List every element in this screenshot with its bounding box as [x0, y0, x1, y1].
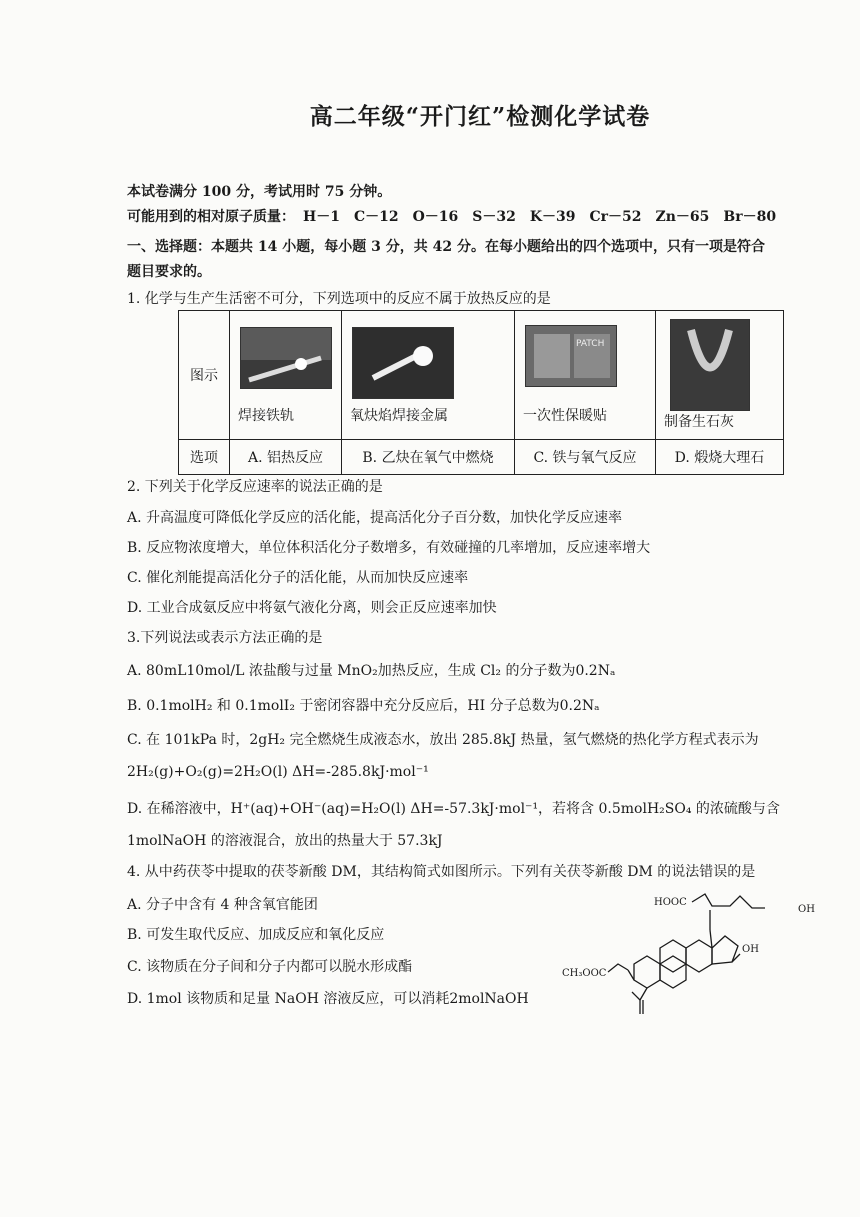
question-4-option-c: C. 该物质在分子间和分子内都可以脱水形成酯 — [127, 959, 413, 975]
welding-rail-photo — [240, 327, 332, 389]
figure-cell-a — [230, 311, 342, 440]
exam-info: 本试卷满分 100 分，考试用时 75 分钟。 — [127, 184, 392, 200]
label-oh-top: OH — [798, 904, 815, 915]
question-3-option-d-cont: 1molNaOH 的溶液混合，放出的热量大于 57.3kJ — [127, 833, 443, 849]
option-a: A. 铝热反应 — [230, 440, 342, 475]
question-3-stem: 3.下列说法或表示方法正确的是 — [127, 630, 323, 646]
page-title: 高二年级“开门红”检测化学试卷 — [309, 103, 651, 130]
figure-cell-b — [342, 311, 515, 440]
question-3-option-c: C. 在 101kPa 时，2gH₂ 完全燃烧生成液态水，放出 285.8kJ 热量，氢气燃烧的热化学方程式表示为 — [127, 732, 759, 748]
svg-text:PATCH: PATCH — [576, 339, 605, 349]
option-c: C. 铁与氧气反应 — [515, 440, 656, 475]
table-header-option: 选项 — [179, 440, 230, 475]
section-heading-line1: 一、选择题：本题共 14 小题，每小题 3 分，共 42 分。在每小题给出的四个选项中，只有一项是符合 — [127, 239, 765, 255]
question-2-option-c: C. 催化剂能提高活化分子的活化能，从而加快反应速率 — [127, 570, 469, 586]
section-heading-line2: 题目要求的。 — [127, 264, 211, 280]
atomic-mass-values: H－1 C－12 O－16 S－32 K－39 Cr－52 Zn－65 Br－80 — [303, 209, 777, 225]
question-4-stem: 4. 从中药茯苓中提取的茯苓新酸 DM，其结构简式如图所示。下列有关茯苓新酸 DM 的说法错误的是 — [127, 864, 756, 880]
atomic-mass-line — [127, 208, 776, 226]
figure-caption-b: 氧炔焰焊接金属 — [350, 408, 448, 424]
option-d: D. 煅烧大理石 — [656, 440, 784, 475]
question-2-option-d: D. 工业合成氨反应中将氨气液化分离，则会正反应速率加快 — [127, 600, 497, 616]
option-b: B. 乙炔在氧气中燃烧 — [342, 440, 515, 475]
question-3-option-d: D. 在稀溶液中，H⁺(aq)+OH⁻(aq)=H₂O(l) ΔH=-57.3kJ·mol⁻¹，若将含 0.5molH₂SO₄ 的浓硫酸与含 — [127, 801, 780, 817]
figure-caption-c: 一次性保暖贴 — [523, 408, 607, 424]
quicklime-photo — [670, 319, 750, 411]
table-header-figure: 图示 — [179, 311, 230, 440]
heat-patch-photo — [525, 325, 617, 387]
atomic-mass-label: 可能用到的相对原子质量： — [127, 209, 295, 225]
question-4-option-d: D. 1mol 该物质和足量 NaOH 溶液反应，可以消耗2molNaOH — [127, 991, 529, 1007]
question-2-option-b: B. 反应物浓度增大，单位体积活化分子数增多，有效碰撞的几率增加，反应速率增大 — [127, 540, 651, 556]
question-1-table — [178, 310, 784, 475]
molecule-structure-diagram — [560, 888, 840, 1018]
question-1-stem: 1. 化学与生产生活密不可分，下列选项中的反应不属于放热反应的是 — [127, 291, 551, 307]
question-2-stem: 2. 下列关于化学反应速率的说法正确的是 — [127, 479, 383, 495]
oxyacetylene-welding-photo — [352, 327, 454, 399]
figure-caption-d: 制备生石灰 — [664, 414, 734, 430]
label-ester: CH₃OOC — [562, 968, 607, 979]
figure-caption-a: 焊接铁轨 — [238, 408, 294, 424]
figure-cell-c — [515, 311, 656, 440]
question-3-option-b: B. 0.1molH₂ 和 0.1molI₂ 于密闭容器中充分反应后，HI 分子总数为0.2Nₐ — [127, 698, 600, 714]
question-2-option-a: A. 升高温度可降低化学反应的活化能，提高活化分子百分数，加快化学反应速率 — [127, 510, 623, 526]
question-3-equation-c: 2H₂(g)+O₂(g)=2H₂O(l) ΔH=-285.8kJ·mol⁻¹ — [127, 764, 429, 780]
label-hooc: HOOC — [654, 897, 687, 908]
question-3-option-a: A. 80mL10mol/L 浓盐酸与过量 MnO₂加热反应，生成 Cl₂ 的分子数为0.2Nₐ — [127, 663, 616, 679]
question-4-option-a: A. 分子中含有 4 种含氧官能团 — [127, 897, 318, 913]
question-4-option-b: B. 可发生取代反应、加成反应和氧化反应 — [127, 927, 385, 943]
label-oh-ring: OH — [742, 944, 759, 955]
figure-cell-d — [656, 311, 784, 440]
